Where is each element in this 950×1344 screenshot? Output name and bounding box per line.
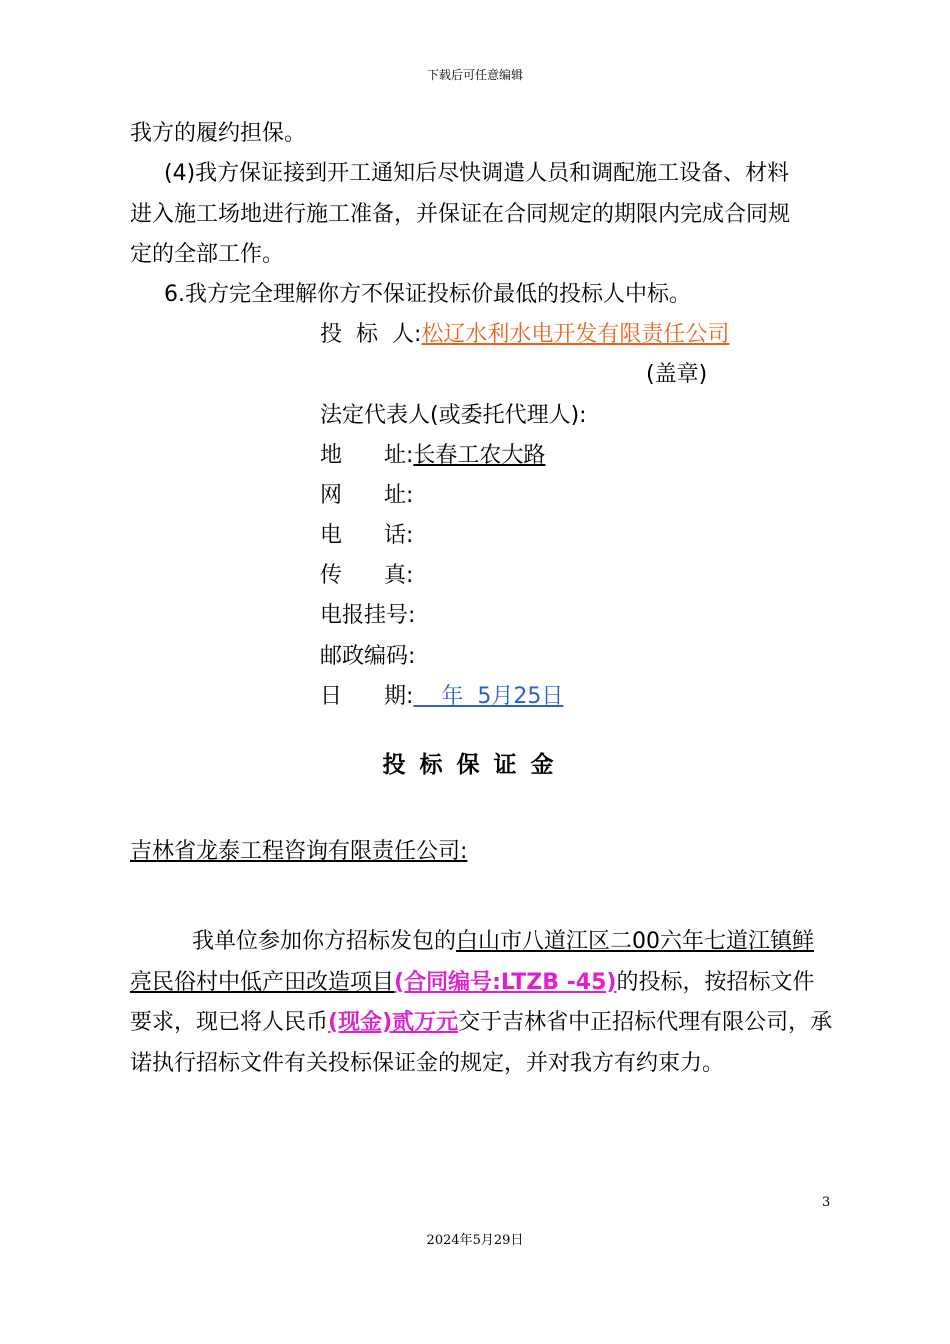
page-header: 下载后可任意编辑 — [426, 68, 523, 82]
bidder-name: 松辽水利水电开发有限责任公司 — [421, 322, 730, 347]
bidder-row — [320, 315, 729, 355]
contract-number: (合同编号:LTZB -45) — [394, 969, 617, 995]
text-line: 我方的履约担保。 — [130, 121, 307, 146]
project-name: 白山市八道江区二00六年七道江镇鲜亮民俗村中低产田改造项目 — [130, 929, 815, 995]
addressee: 吉林省龙泰工程咨询有限责任公司: — [130, 839, 468, 864]
postcode-label: 邮政编码: — [320, 644, 416, 669]
deposit-text-1: 我单位参加你方招标发包的 — [192, 929, 457, 954]
bidder-label: 投 标 人: — [320, 322, 422, 347]
deposit-text-3: 交于吉林省中正招标代理有限公司，承诺执行招标文件有关投标保证金的规定，并对我方有约束力。 — [130, 1010, 833, 1076]
address-label: 地 址: — [320, 443, 414, 468]
date-label: 日 期: — [320, 684, 414, 709]
deposit-paragraph — [130, 922, 834, 1084]
seal-label: (盖章) — [646, 362, 708, 387]
section-title: 投标保证金 — [382, 752, 568, 778]
text-line: (4)我方保证接到开工通知后尽快调遣人员和调配施工设备、材料 — [164, 161, 790, 186]
text-line: 定的全部工作。 — [130, 242, 285, 267]
telegraph-label: 电报挂号: — [320, 603, 416, 628]
page-number: 3 — [822, 1195, 831, 1210]
representative-label: 法定代表人(或委托代理人): — [320, 403, 587, 428]
date-row — [320, 677, 563, 717]
phone-label: 电 话: — [320, 523, 414, 548]
address-row — [320, 436, 545, 476]
text-line: 进入施工场地进行施工准备，并保证在合同规定的期限内完成合同规 — [130, 202, 791, 227]
text-line: 6.我方完全理解你方不保证投标价最低的投标人中标。 — [164, 282, 691, 307]
address-value: 长春工农大路 — [413, 443, 546, 468]
deposit-text-2: 的投标，按招标文件要求，现已将人民币 — [130, 969, 815, 1035]
deposit-amount: (现金)贰万元 — [328, 1010, 459, 1035]
fax-label: 传 真: — [320, 563, 414, 588]
date-value: 年 5月25日 — [413, 684, 564, 709]
website-label: 网 址: — [320, 483, 414, 508]
page-footer-date: 2024年5月29日 — [426, 1233, 524, 1248]
